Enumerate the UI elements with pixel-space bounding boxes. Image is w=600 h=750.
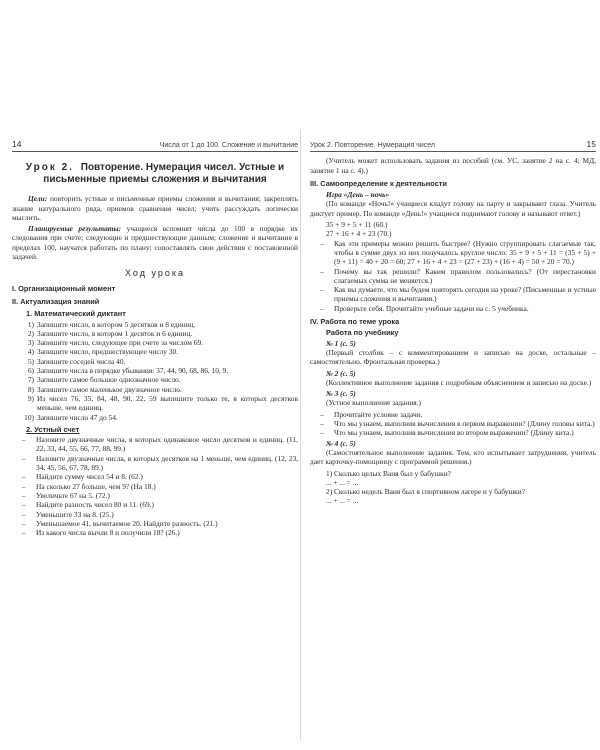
task-1-text: (Первый столбик – с комментированием и записью на доске, остальные – самостоятельно. Фронтальная проверка.)	[310, 347, 596, 367]
dictation-title: 1. Математический диктант	[26, 309, 126, 319]
question-item: – Прочитайте условие задачи.	[310, 410, 596, 419]
item-text: На сколько 27 больше, чем 9? (На 18.)	[36, 481, 156, 491]
item-text: Уменьшите 33 на 8. (25.)	[36, 509, 114, 519]
task-4-step-1: 1) Сколько целых Ваня был у бабушки?	[326, 468, 451, 478]
item-text: Запишите самое большое однозначное число.	[37, 375, 181, 385]
list-item: – Уменьшаемое 41, вычитаемое 20. Найдите разность. (21.)	[12, 519, 298, 528]
example-1: 35 + 9 + 5 + 11 (60.)	[326, 220, 388, 230]
item-number: 8)	[27, 384, 34, 394]
item-text: Из чисел 76, 35, 84, 48, 90, 22, 59 выпишите только те, в которых десятков меньше, чем единиц.	[37, 393, 298, 413]
item-text: Почему вы так решили? Каким правилом пользовались? (От перестановки слагаемых сумма не меняется.)	[334, 266, 596, 285]
section-heading-3: III. Самоопределение к деятельности	[310, 178, 447, 188]
right-page-header	[310, 140, 596, 152]
task-2-text: (Коллективное выполнение задания с подробным объяснением и записью на доске.)	[326, 377, 592, 387]
results-paragraph	[12, 224, 298, 261]
page-number: 15	[586, 140, 596, 149]
list-item	[12, 394, 298, 413]
list-item: – Из какого числа вычли 8 и получили 18? (26.)	[12, 528, 298, 537]
right-page	[310, 140, 596, 735]
item-number: 9)	[27, 393, 34, 403]
item-number: 7)	[27, 375, 34, 385]
goals-paragraph	[12, 194, 298, 222]
oral-list	[12, 435, 298, 537]
lesson-prefix: Урок 2.	[25, 162, 74, 174]
question-item: – Проверьте себя. Прочитайте учебные задачи на с. 5 учебника.	[310, 304, 596, 313]
item-number: 10)	[24, 412, 34, 422]
example-2: 27 + 16 + 4 + 23 (70.)	[326, 229, 392, 239]
list-item: – На сколько 27 больше, чем 9? (На 18.)	[12, 482, 298, 491]
item-number: 6)	[27, 366, 34, 376]
item-text: Как эти примеры можно решить быстрее? (Нужно сгруппировать слагаемые так, чтобы в сумме двух из них получалось круглое число: 35 + 9 + 5 + 11 = (35 + 5) + (9 + 11) = 40 + 20 = 60; 27 + 16 + 4 + 23 = (27 + 23) + (16 + 4) = 50 + 20 = 70.)	[334, 238, 596, 267]
list-item: – Назовите двузначные числа, в которых десятков на 1 меньше, чем единиц. (12, 23, 34, 45, 56, 67, 78, 89.)	[22, 453, 298, 473]
goals-text: повторить устные и письменные приемы сложения и вычитания; закреплять знание натурального ряда, приемов сравнения чисел; учить рассуждать логически мыслить.	[12, 194, 298, 222]
dictation-list	[12, 320, 298, 422]
task-4-step-2: 2) Сколько недель Ваня был в спортивном лагере и у бабушки?	[326, 487, 525, 497]
item-text: Запишите число, следующее при счете за числом 69.	[37, 338, 204, 348]
item-text: Как вы думаете, что мы будем повторять сегодня на уроке? (Письменные и устные приемы сложения и вычитания.)	[334, 285, 596, 304]
lesson-title-text: Повторение. Нумерация чисел. Устные и письменные приемы сложения и вычитания	[43, 162, 285, 186]
item-number: 4)	[27, 347, 34, 357]
item-text: Прочитайте условие задачи.	[334, 409, 423, 419]
item-text: Запишите соседей числа 40.	[37, 356, 126, 366]
list-item	[12, 366, 298, 375]
list-item	[12, 320, 298, 329]
list-item: – Назовите двузначные числа, в которых одинаковое число десятков и единиц. (11, 22, 33, 44, 55, 66, 77, 88, 99.)	[22, 435, 298, 454]
item-text: Запишите числа в порядке убывания: 37, 44, 90, 68, 86, 10, 9.	[37, 366, 229, 376]
list-item: – Уменьшите 33 на 8. (25.)	[12, 510, 298, 519]
list-item	[12, 347, 298, 356]
item-text: Назовите двузначные числа, в которых одинаковое число десятков и единиц. (11, 22, 33, 44, 55, 66, 77, 88, 99.)	[36, 435, 298, 454]
item-text: Запишите самое маленькое двузначное число.	[37, 384, 182, 394]
item-number: 2)	[27, 328, 34, 338]
item-text: Запишите число 47 до 54.	[37, 412, 118, 422]
item-text: Уменьшаемое 41, вычитаемое 20. Найдите разность. (21.)	[36, 518, 218, 528]
goals-label: Цели:	[28, 194, 48, 204]
item-text: Запишите число, предшествующее числу 30.	[37, 347, 179, 357]
results-text: учащиеся вспомнят числа до 100 в порядке их следования при счете; следующие и предшествующие данным; сложение и вычитание в пределах 100, научатся работать по плану; сопоставлять свои действия с поставленной задачей.	[12, 224, 298, 262]
task-4-formula-1: ... + ... = ...	[326, 477, 359, 487]
section-heading-4: IV. Работа по теме урока	[310, 317, 400, 327]
list-item	[12, 385, 298, 394]
running-title: Урок 2. Повторение. Нумерация чисел	[310, 142, 435, 149]
item-number: 1)	[27, 319, 34, 329]
list-item: – Найдите сумму чисел 54 и 8. (62.)	[12, 472, 298, 481]
list-item: – Увеличьте 67 на 5. (72.)	[12, 491, 298, 500]
question-item: – Почему вы так решили? Каким правилом пользовались? (От перестановки слагаемых сумма не меняется.)	[320, 266, 596, 285]
question-item: – Как эти примеры можно решить быстрее? (Нужно сгруппировать слагаемые так, чтобы в сумме двух из них получалось круглое число: 35 + 9 + 5 + 11 = (35 + 5) + (9 + 11) = 40 + 20 = 60; 27 + 16 + 4 + 23 = (27 + 23) + (16 + 4) = 50 + 20 = 70.)	[320, 238, 596, 267]
intro-paragraph: (Учитель может использовать задания из пособий (см. УС, занятие 2 на с. 4; МД, занятие 1 на с. 4).)	[310, 156, 596, 175]
textbook-work-title: Работа по учебнику	[326, 328, 399, 338]
game-title: Игра «День – ночь»	[326, 190, 390, 200]
oral-count-title-text: 2. Устный счет	[26, 424, 80, 434]
task-2-title: № 2 (с. 5)	[326, 368, 356, 378]
item-text: Что мы узнаем, выполнив вычисления в первом выражении? (Длину головы кита.)	[334, 419, 595, 429]
list-item	[12, 357, 298, 366]
list-item: – Найдите разность чисел 80 и 11. (69.)	[12, 500, 298, 509]
list-item	[12, 338, 298, 347]
item-text: Запишите число, в котором 5 десятков и 8 единиц.	[37, 319, 196, 329]
question-item: – Что мы узнаем, выполнив вычисления в первом выражении? (Длину головы кита.)	[320, 419, 595, 429]
results-label: Планируемые результаты:	[28, 224, 122, 234]
item-text: Что мы узнаем, выполнив вычисления во втором выражении? (Длину кита.)	[334, 428, 574, 438]
left-page-header	[12, 140, 298, 152]
task-1-title: № 1 (с. 5)	[326, 338, 356, 348]
list-item	[12, 329, 298, 338]
left-page	[12, 140, 298, 735]
page-number: 14	[12, 140, 22, 149]
game-paragraph: (По команде «Ночь!» учащиеся кладут голову на парту и закрывают глаза. Учитель диктует пример. По команде «День!» учащиеся поднимают голову и называют ответ.)	[310, 199, 596, 218]
question-item: – Как вы думаете, что мы будем повторять сегодня на уроке? (Письменные и устные приемы сложения и вычитания.)	[320, 285, 596, 304]
section-heading-2: II. Актуализация знаний	[12, 296, 100, 306]
item-text: Увеличьте 67 на 5. (72.)	[36, 490, 110, 500]
page-fold	[300, 130, 301, 740]
task-4-formula-2: ... + ... = ...	[326, 496, 359, 506]
section-heading-1: I. Организационный момент	[12, 283, 116, 293]
question-item: – Что мы узнаем, выполнив вычисления во втором выражении? (Длину кита.)	[310, 428, 596, 437]
course-heading: Ход урока	[124, 268, 185, 279]
item-text: Из какого числа вычли 8 и получили 18? (26.)	[36, 528, 180, 538]
item-text: Найдите разность чисел 80 и 11. (69.)	[36, 500, 154, 510]
item-text: Найдите сумму чисел 54 и 8. (62.)	[36, 472, 143, 482]
task-3-text: (Устное выполнение задания.)	[326, 398, 422, 408]
item-text: Назовите двузначные числа, в которых десятков на 1 меньше, чем единиц. (12, 23, 34, 45, 56, 67, 78, 89.)	[36, 453, 298, 473]
item-number: 3)	[27, 338, 34, 348]
task-4-title: № 4 (с. 5)	[326, 438, 356, 448]
list-item	[12, 413, 298, 422]
lesson-title	[16, 162, 294, 186]
item-number: 5)	[27, 356, 34, 366]
list-item	[12, 375, 298, 384]
task-4-text: (Самостоятельное выполнение задания. Тем, кто испытывает затруднения, учитель дает карточку-помощницу с программой решения.)	[310, 447, 596, 467]
oral-count-title	[26, 425, 298, 434]
item-text: Проверьте себя. Прочитайте учебные задачи на с. 5 учебника.	[334, 303, 529, 313]
item-text: Запишите число, в котором 1 десяток и 6 единиц.	[37, 328, 193, 338]
task-3-title: № 3 (с. 5)	[326, 389, 356, 399]
running-title: Числа от 1 до 100. Сложение и вычитание	[159, 142, 298, 149]
